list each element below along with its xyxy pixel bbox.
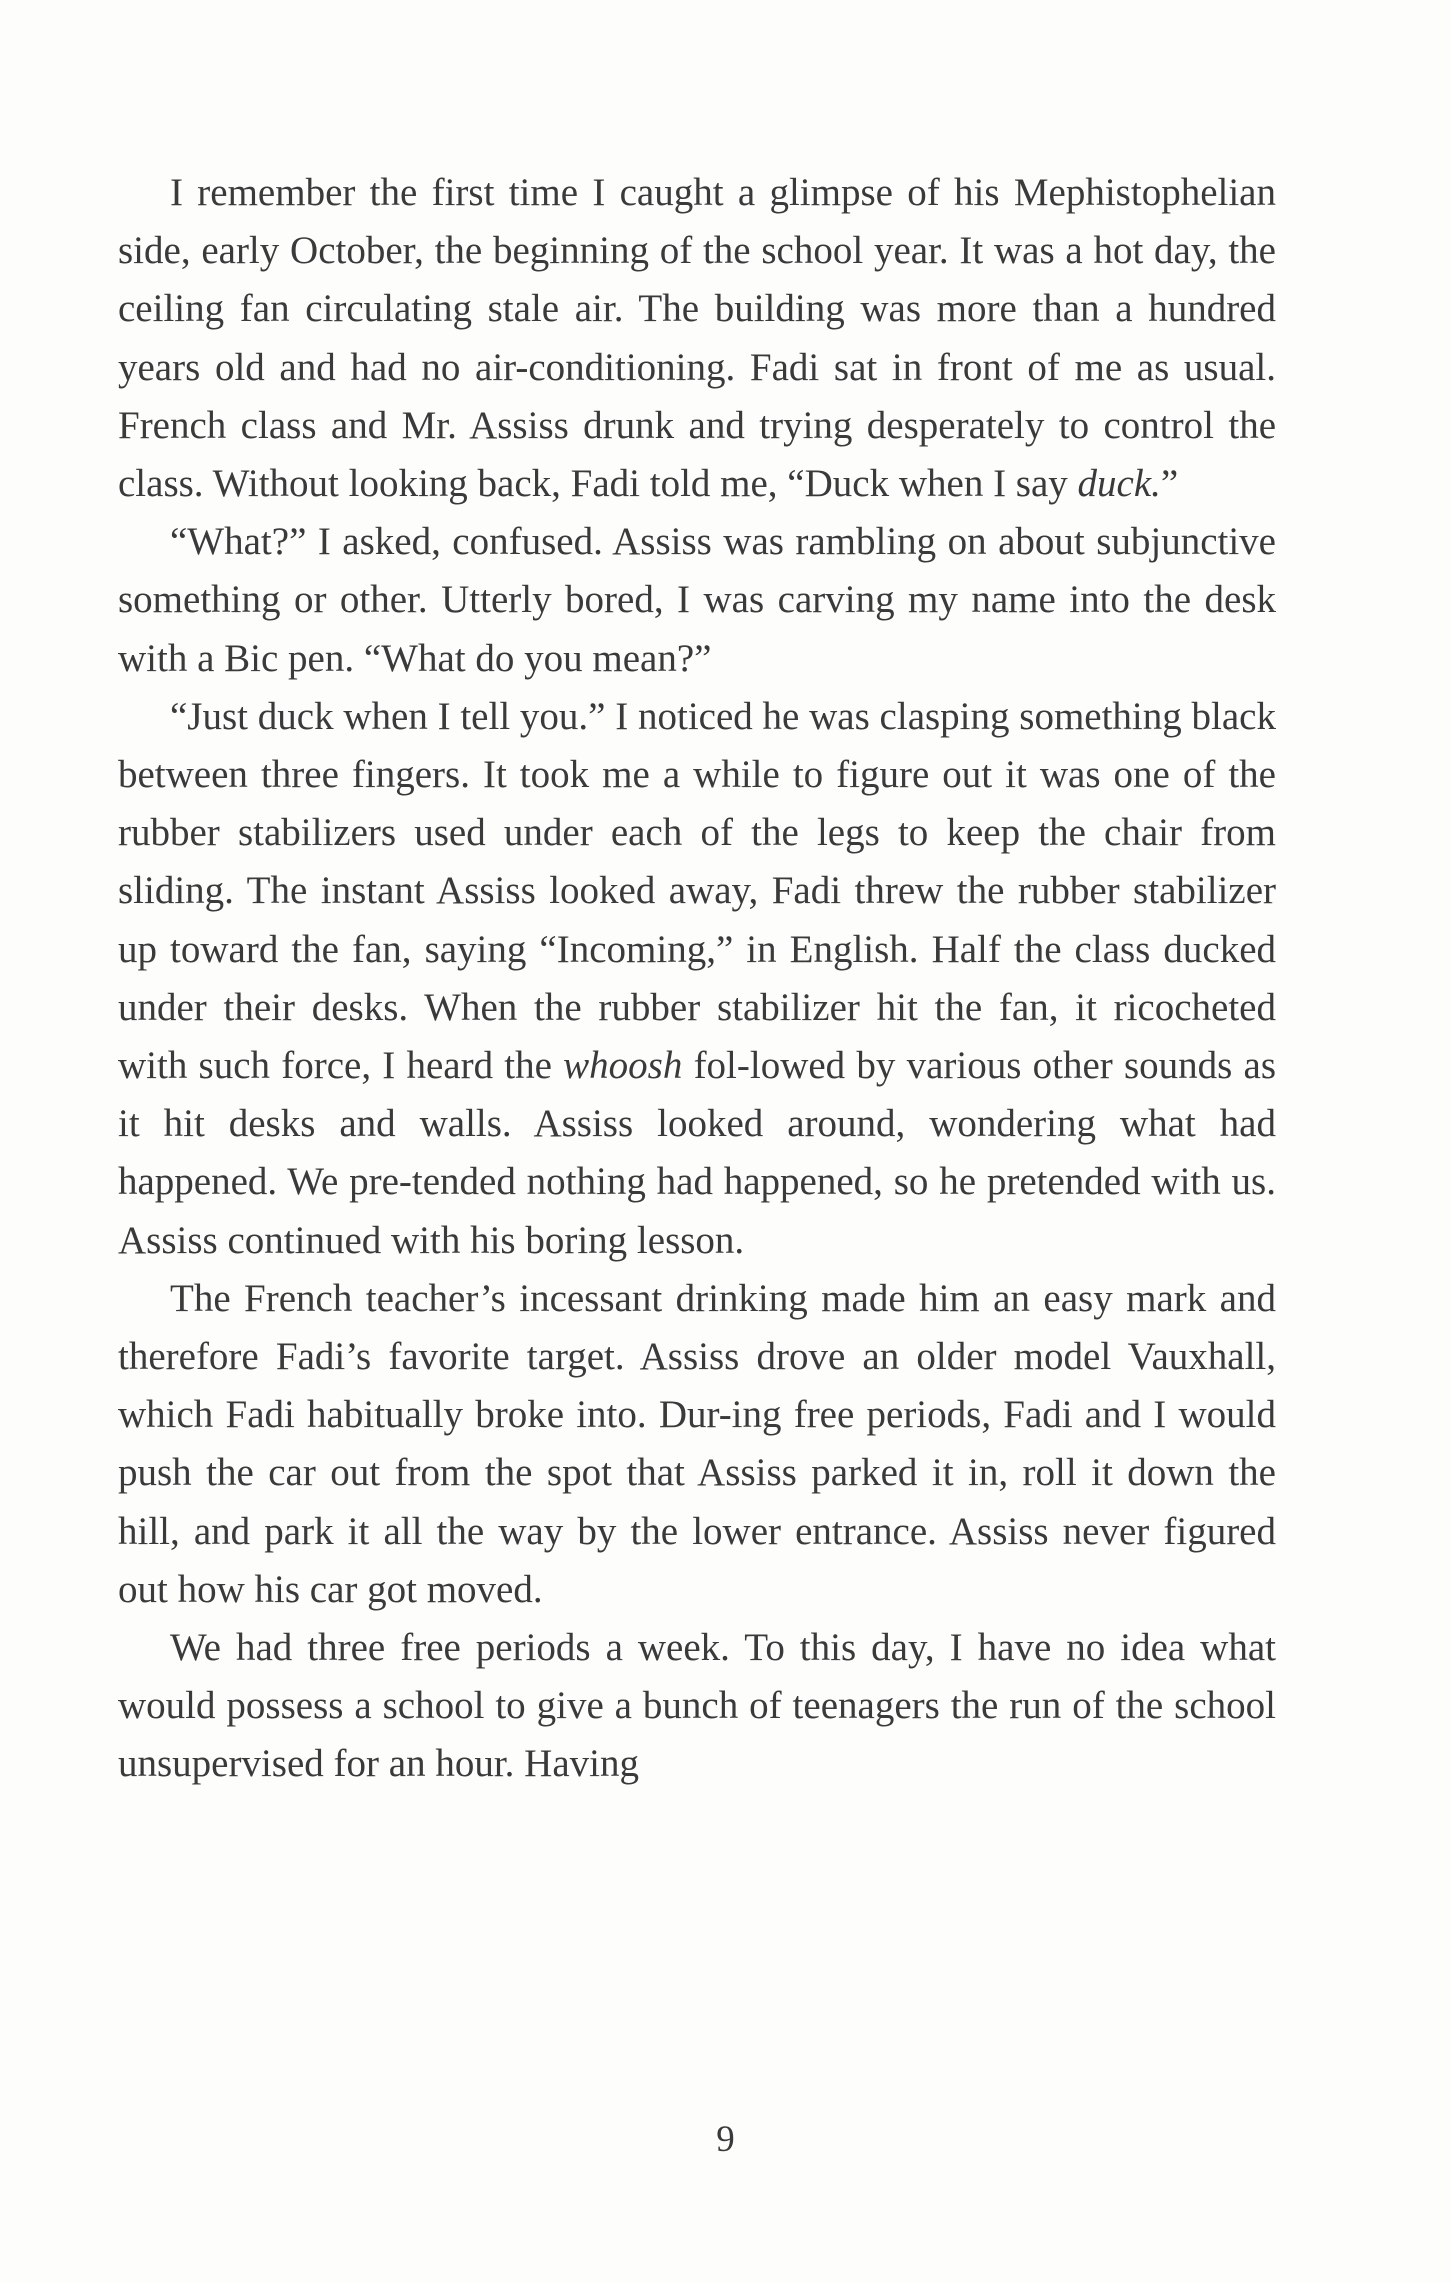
text-segment: I remember the first time I caught a glimpse of his Mephistophelian side, early October, the beginning of the school year. It was a hot day, the ceiling fan circulating stale air. The building was more than a hundred years old and had no air-conditioning. Fadi sat in front of me as usual. French class and Mr. Assiss drunk and trying desperately to control the class. Without looking back, Fadi told me, “Duck when I say — [118, 171, 1276, 506]
italic-text: whoosh — [563, 1044, 683, 1088]
text-segment: fol-lowed by various other sounds as it hit desks and walls. Assiss looked around, wondering what had happened. We pre-tended nothing had happened, so he pretended with us. Assiss continued with his boring lesson. — [118, 1044, 1276, 1262]
text-segment: We had three free periods a week. To this day, I have no idea what would possess a school to give a bunch of teenagers the run of the school unsupervised for an hour. Having — [118, 1626, 1276, 1786]
text-segment: “What?” I asked, confused. Assiss was rambling on about subjunctive something or other. Utterly bored, I was carving my name into the desk with a Bic pen. “What do you mean?” — [118, 520, 1276, 680]
paragraph — [118, 1619, 1276, 1794]
page-number: 9 — [716, 2119, 735, 2160]
paragraph — [118, 164, 1276, 513]
text-segment: ” — [1160, 462, 1179, 506]
paragraph — [118, 1270, 1276, 1619]
text-segment: The French teacher’s incessant drinking made him an easy mark and therefore Fadi’s favorite target. Assiss drove an older model Vauxhall, which Fadi habitually broke into. Dur-ing free periods, Fadi and I would push the car out from the spot that Assiss parked it in, roll it down the hill, and park it all the way by the lower entrance. Assiss never figured out how his car got moved. — [118, 1276, 1276, 1611]
paragraph — [118, 688, 1276, 1270]
text-segment: “Just duck when I tell you.” I noticed he was clasping something black between three fingers. It took me a while to figure out it was one of the rubber stabilizers used under each of the legs to keep the chair from sliding. The instant Assiss looked away, Fadi threw the rubber stabilizer up toward the fan, saying “Incoming,” in English. Half the class ducked under their desks. When the rubber stabilizer hit the fan, it ricocheted with such force, I heard the — [118, 694, 1276, 1088]
paragraph — [118, 513, 1276, 688]
italic-text: duck. — [1077, 462, 1161, 506]
body-text — [118, 164, 1276, 1794]
